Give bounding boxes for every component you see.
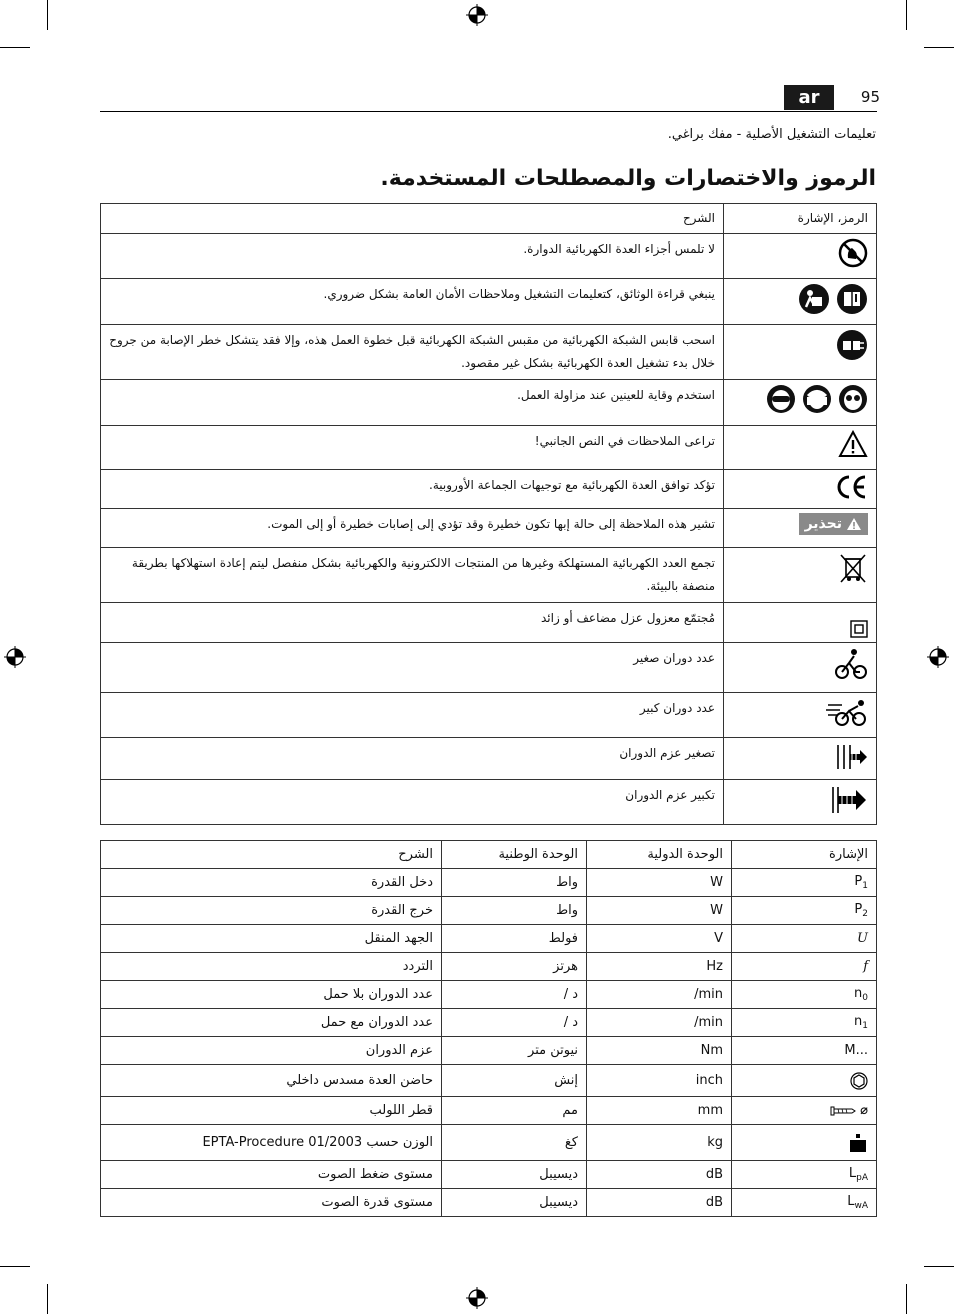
table-row xyxy=(101,1161,877,1189)
row-symbol xyxy=(732,1065,877,1097)
registration-mark-icon xyxy=(466,1287,488,1309)
crop-mark xyxy=(47,0,48,30)
table-row xyxy=(101,780,877,825)
row-text: تجمع العدد الكهربائية المستهلكة وغيرها من المنتجات الالكترونية والكهربائية بشكل منفصل ليتم إعادة استهلاكها بطريقة منصفة بالبيئة. xyxy=(101,548,724,603)
double-insulation-icon xyxy=(850,620,868,638)
table-row xyxy=(101,1065,877,1097)
row-text: مُجتمّع معزول عزل مضاعف أو زائد xyxy=(101,603,724,643)
crop-mark xyxy=(47,1284,48,1314)
row-text: لا تلمس أجزاء العدة الكهربائية الدوارة. xyxy=(101,234,724,279)
header-international-unit: الوحدة الدولية xyxy=(587,841,732,869)
symbol-letter: n xyxy=(854,986,863,1001)
row-national-unit: نيوتن متر xyxy=(442,1037,587,1065)
row-description: عدد الدوران بلا حمل xyxy=(101,981,442,1009)
row-international-unit: dB xyxy=(587,1189,732,1217)
table-row xyxy=(101,380,877,426)
symbol-subscript: 1 xyxy=(862,881,868,891)
crop-mark xyxy=(906,0,907,30)
symbol-letter: M... xyxy=(844,1043,868,1058)
row-symbol xyxy=(732,869,877,897)
row-international-unit: W xyxy=(587,869,732,897)
row-symbol xyxy=(732,897,877,925)
danger-badge-label: تحذير xyxy=(804,515,842,532)
table-row xyxy=(101,1097,877,1125)
header-symbol: الرمز، الإشارة xyxy=(724,204,877,234)
table-row xyxy=(101,925,877,953)
row-text: عدد دوران كبير xyxy=(101,693,724,738)
row-symbol xyxy=(732,1009,877,1037)
slow-cyclist-icon xyxy=(834,647,868,681)
table-row xyxy=(101,1125,877,1161)
row-international-unit: mm xyxy=(587,1097,732,1125)
symbol-subscript: wA xyxy=(854,1201,868,1211)
row-text: تشير هذه الملاحظة إلى حالة إبها تكون خطيرة وقد تؤدي إلى إصابات خطيرة أو إلى الموت. xyxy=(101,509,724,548)
row-national-unit: ديسيبل xyxy=(442,1161,587,1189)
symbol-subscript: pA xyxy=(856,1173,868,1183)
row-national-unit: هرتز xyxy=(442,953,587,981)
row-national-unit: فولط xyxy=(442,925,587,953)
row-national-unit: كغ xyxy=(442,1125,587,1161)
row-international-unit: W xyxy=(587,897,732,925)
row-description: عزم الدوران xyxy=(101,1037,442,1065)
section-title: الرموز والاختصارات والمصطلحات المستخدمة. xyxy=(380,166,876,191)
symbol-letter: L xyxy=(848,1166,857,1181)
table-row xyxy=(101,693,877,738)
torque-increase-icon xyxy=(830,784,868,816)
row-symbol xyxy=(732,1097,877,1125)
row-text: عدد دوران صغير xyxy=(101,643,724,693)
row-text: ينبغي قراءة الوثائق، كتعليمات التشغيل وملاحظات الأمان العامة بشكل ضروري. xyxy=(101,279,724,325)
row-symbol xyxy=(732,1161,877,1189)
table-row xyxy=(101,426,877,470)
goggles-icon xyxy=(838,384,868,414)
row-description: حاضن العدة مسدس داخلي xyxy=(101,1065,442,1097)
header-explanation: الشرح xyxy=(101,204,724,234)
row-symbol xyxy=(732,981,877,1009)
no-touch-icon xyxy=(838,238,868,268)
row-description: خرج القدرة xyxy=(101,897,442,925)
crop-mark xyxy=(0,47,30,48)
hexagon-socket-icon xyxy=(850,1072,868,1090)
table-row xyxy=(101,234,877,279)
row-international-unit: /min xyxy=(587,1009,732,1037)
row-national-unit: ديسيبل xyxy=(442,1189,587,1217)
row-national-unit: واط xyxy=(442,869,587,897)
row-international-unit: V xyxy=(587,925,732,953)
table-row xyxy=(101,897,877,925)
symbol-subscript: 2 xyxy=(862,909,868,919)
row-description: الجهد المنقل xyxy=(101,925,442,953)
row-national-unit: د / xyxy=(442,981,587,1009)
screw-diameter-icon xyxy=(830,1106,856,1116)
symbol-letter: U xyxy=(857,931,868,946)
symbol-subscript: 0 xyxy=(862,993,868,1003)
row-description: قطر اللولب xyxy=(101,1097,442,1125)
language-badge: ar xyxy=(784,85,834,110)
registration-mark-icon xyxy=(4,646,26,668)
ear-protection-icon xyxy=(802,384,832,414)
row-international-unit: kg xyxy=(587,1125,732,1161)
warning-triangle-icon xyxy=(846,517,862,531)
table-row xyxy=(101,470,877,509)
table-row xyxy=(101,738,877,780)
weee-bin-icon xyxy=(838,552,868,584)
table-row xyxy=(101,953,877,981)
eye-protection-icon xyxy=(766,384,796,414)
registration-mark-icon xyxy=(927,646,949,668)
row-text: تؤكد توافق العدة الكهربائية مع توجيهات الجماعة الأوروبية. xyxy=(101,470,724,509)
row-national-unit: مم xyxy=(442,1097,587,1125)
row-national-unit: إنش xyxy=(442,1065,587,1097)
fast-cyclist-icon xyxy=(826,697,868,727)
table-row xyxy=(101,279,877,325)
table-row xyxy=(101,869,877,897)
table-row xyxy=(101,603,877,643)
row-international-unit: dB xyxy=(587,1161,732,1189)
registration-mark-icon xyxy=(466,4,488,26)
table-row xyxy=(101,1037,877,1065)
row-text: تكبير عزم الدوران xyxy=(101,780,724,825)
table-row xyxy=(101,509,877,548)
header-national-unit: الوحدة الوطنية xyxy=(442,841,587,869)
table-row xyxy=(101,1009,877,1037)
torque-decrease-icon xyxy=(834,742,868,772)
table-header-row xyxy=(101,841,877,869)
row-description: دخل القدرة xyxy=(101,869,442,897)
row-national-unit: واط xyxy=(442,897,587,925)
diameter-symbol: ⌀ xyxy=(860,1103,868,1118)
row-symbol xyxy=(732,1189,877,1217)
row-description: الوزن حسب EPTA-Procedure 01/2003 xyxy=(101,1125,442,1161)
row-description: مستوى ضغط الصوت xyxy=(101,1161,442,1189)
row-international-unit: Nm xyxy=(587,1037,732,1065)
header-symbol: الإشارة xyxy=(732,841,877,869)
row-text: اسحب قابس الشبكة الكهربائية من مقبس الشبكة الكهربائية قبل خطوة العمل هذه، وإلا فقد يتشكل خطر الإصابة من جروح خلال بدء تشغيل العدة الكهربائية بشكل غير مقصود. xyxy=(101,325,724,380)
row-symbol xyxy=(732,953,877,981)
header-description: الشرح xyxy=(101,841,442,869)
page-number: 95 xyxy=(860,88,880,106)
row-international-unit: inch xyxy=(587,1065,732,1097)
read-manual-person-icon xyxy=(798,283,830,315)
symbol-subscript: 1 xyxy=(862,1021,868,1031)
row-description: عدد الدوران مع حمل xyxy=(101,1009,442,1037)
symbol-letter: P xyxy=(854,902,863,917)
crop-mark xyxy=(906,1284,907,1314)
row-text: استخدم وقاية للعينين عند مزاولة العمل. xyxy=(101,380,724,426)
table-row xyxy=(101,1189,877,1217)
units-table xyxy=(100,840,877,1217)
crop-mark xyxy=(924,1266,954,1267)
symbol-letter: n xyxy=(854,1014,863,1029)
row-symbol xyxy=(732,1125,877,1161)
table-row xyxy=(101,325,877,380)
unplug-icon xyxy=(836,329,868,361)
symbol-letter: L xyxy=(847,1194,855,1209)
row-description: مستوى قدرة الصوت xyxy=(101,1189,442,1217)
document-subtitle: تعليمات التشغيل الأصلية - مفك براغي. xyxy=(667,127,876,142)
row-description: التردد xyxy=(101,953,442,981)
row-national-unit: د / xyxy=(442,1009,587,1037)
danger-badge-icon xyxy=(799,513,868,535)
row-international-unit: /min xyxy=(587,981,732,1009)
table-row xyxy=(101,643,877,693)
warning-triangle-icon xyxy=(838,430,868,458)
table-header-row xyxy=(101,204,877,234)
row-text: تصغير عزم الدوران xyxy=(101,738,724,780)
row-text: تراعى الملاحظات في النص الجانبي! xyxy=(101,426,724,470)
read-manual-icon xyxy=(836,283,868,315)
table-row xyxy=(101,548,877,603)
header-rule xyxy=(100,111,877,112)
ce-mark-icon xyxy=(834,474,868,500)
row-symbol xyxy=(732,1037,877,1065)
crop-mark xyxy=(924,47,954,48)
row-international-unit: Hz xyxy=(587,953,732,981)
weight-icon xyxy=(848,1133,868,1153)
row-symbol xyxy=(732,925,877,953)
symbol-letter: f xyxy=(863,959,868,974)
table-row xyxy=(101,981,877,1009)
symbol-letter: P xyxy=(854,874,863,889)
symbols-table xyxy=(100,203,877,825)
crop-mark xyxy=(0,1266,30,1267)
